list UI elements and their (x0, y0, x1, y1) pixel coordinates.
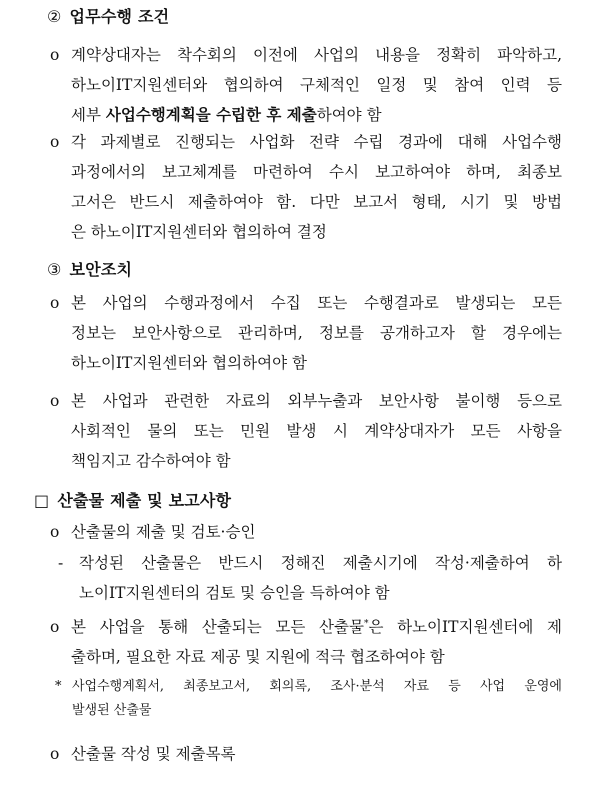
bullet-marker: o (50, 745, 60, 763)
bullet-line: 계약상대자는 착수회의 이전에 사업의 내용을 정확히 파악하고, (71, 46, 562, 64)
bullet-marker: o (50, 523, 60, 541)
checkbox-square-icon: □ (34, 491, 50, 510)
bullet-line: 작성된 산출물은 반드시 정해진 제출시기에 작성·제출하여 하 (79, 554, 562, 572)
footnote-line: 발생된 산출물 (72, 703, 152, 718)
deliverables-bullet-review (50, 517, 562, 547)
security-bullet-leak (50, 386, 562, 476)
footnote-line: 사업수행계획서, 최종보고서, 회의록, 조사·분석 자료 등 사업 운영에 (72, 679, 562, 694)
bullet-marker: o (50, 392, 60, 410)
bullet-line: 본 사업의 수행과정에서 수집 또는 수행결과로 발생되는 모든 (71, 294, 562, 312)
section-number: ② (47, 7, 62, 26)
bullet-line: 정보는 보안사항으로 관리하며, 정보를 공개하고자 할 경우에는 (71, 324, 562, 342)
bullet-line: 노이IT지원센터의 검토 및 승인을 득하여야 함 (79, 584, 390, 602)
footnote (55, 675, 562, 723)
security-bullet-info (50, 288, 562, 378)
performance-bullet-reporting (50, 127, 562, 247)
bullet-line: 각 과제별로 진행되는 사업화 전략 수립 경과에 대해 사업수행 (71, 133, 562, 151)
footnote-marker: * (55, 679, 62, 694)
bullet-marker: o (50, 133, 60, 151)
section-number: ③ (47, 260, 62, 279)
bullet-line: 산출물 작성 및 제출목록 (71, 745, 236, 763)
footnote-marker: * (363, 618, 369, 629)
plain-text: 세부 (71, 106, 106, 124)
bullet-line: 책임지고 감수하여야 함 (71, 452, 231, 470)
bullet-line: 산출물의 제출 및 검토·승인 (71, 523, 256, 541)
plain-text: 은 하노이IT지원센터에 제 (368, 618, 563, 636)
deliverables-dash-item (58, 548, 562, 608)
performance-bullet-plan (50, 40, 562, 130)
section-heading-performance (47, 4, 169, 27)
bullet-marker: o (50, 294, 60, 312)
section-heading-deliverables (34, 488, 231, 511)
bullet-line: 본 사업과 관련한 자료의 외부누출과 보안사항 불이행 등으로 (71, 392, 562, 410)
plain-text: 하여야 함 (316, 106, 382, 124)
section-heading-security (47, 257, 132, 280)
dash-marker: - (58, 554, 64, 572)
bullet-line: 하노이IT지원센터와 협의하여 구체적인 일정 및 참여 인력 등 (71, 76, 562, 94)
bullet-line-with-footnote (71, 612, 562, 642)
emphasis-text: 사업수행계획을 수립한 후 제출 (105, 105, 317, 124)
bullet-marker: o (50, 46, 60, 64)
bullet-marker: o (50, 618, 60, 636)
deliverables-bullet-list (50, 739, 562, 769)
section-title: 업무수행 조건 (69, 7, 170, 26)
bullet-line: 과정에서의 보고체계를 마련하여 수시 보고하여야 하며, 최종보 (71, 163, 562, 181)
bullet-line: 사회적인 물의 또는 민원 발생 시 계약상대자가 모든 사항을 (71, 422, 562, 440)
bullet-line: 하노이IT지원센터와 협의하여야 함 (71, 354, 307, 372)
bullet-line: 출하며, 필요한 자료 제공 및 지원에 적극 협조하여야 함 (71, 648, 445, 666)
deliverables-bullet-support (50, 612, 562, 672)
section-title: 보안조치 (69, 260, 133, 279)
bullet-line: 은 하노이IT지원센터와 협의하여 결정 (71, 223, 327, 241)
plain-text: 본 사업을 통해 산출되는 모든 산출물 (71, 618, 364, 636)
bullet-line-with-emphasis (71, 100, 562, 130)
section-title: 산출물 제출 및 보고사항 (57, 491, 232, 510)
bullet-line: 고서은 반드시 제출하여야 함. 다만 보고서 형태, 시기 및 방법 (71, 193, 562, 211)
